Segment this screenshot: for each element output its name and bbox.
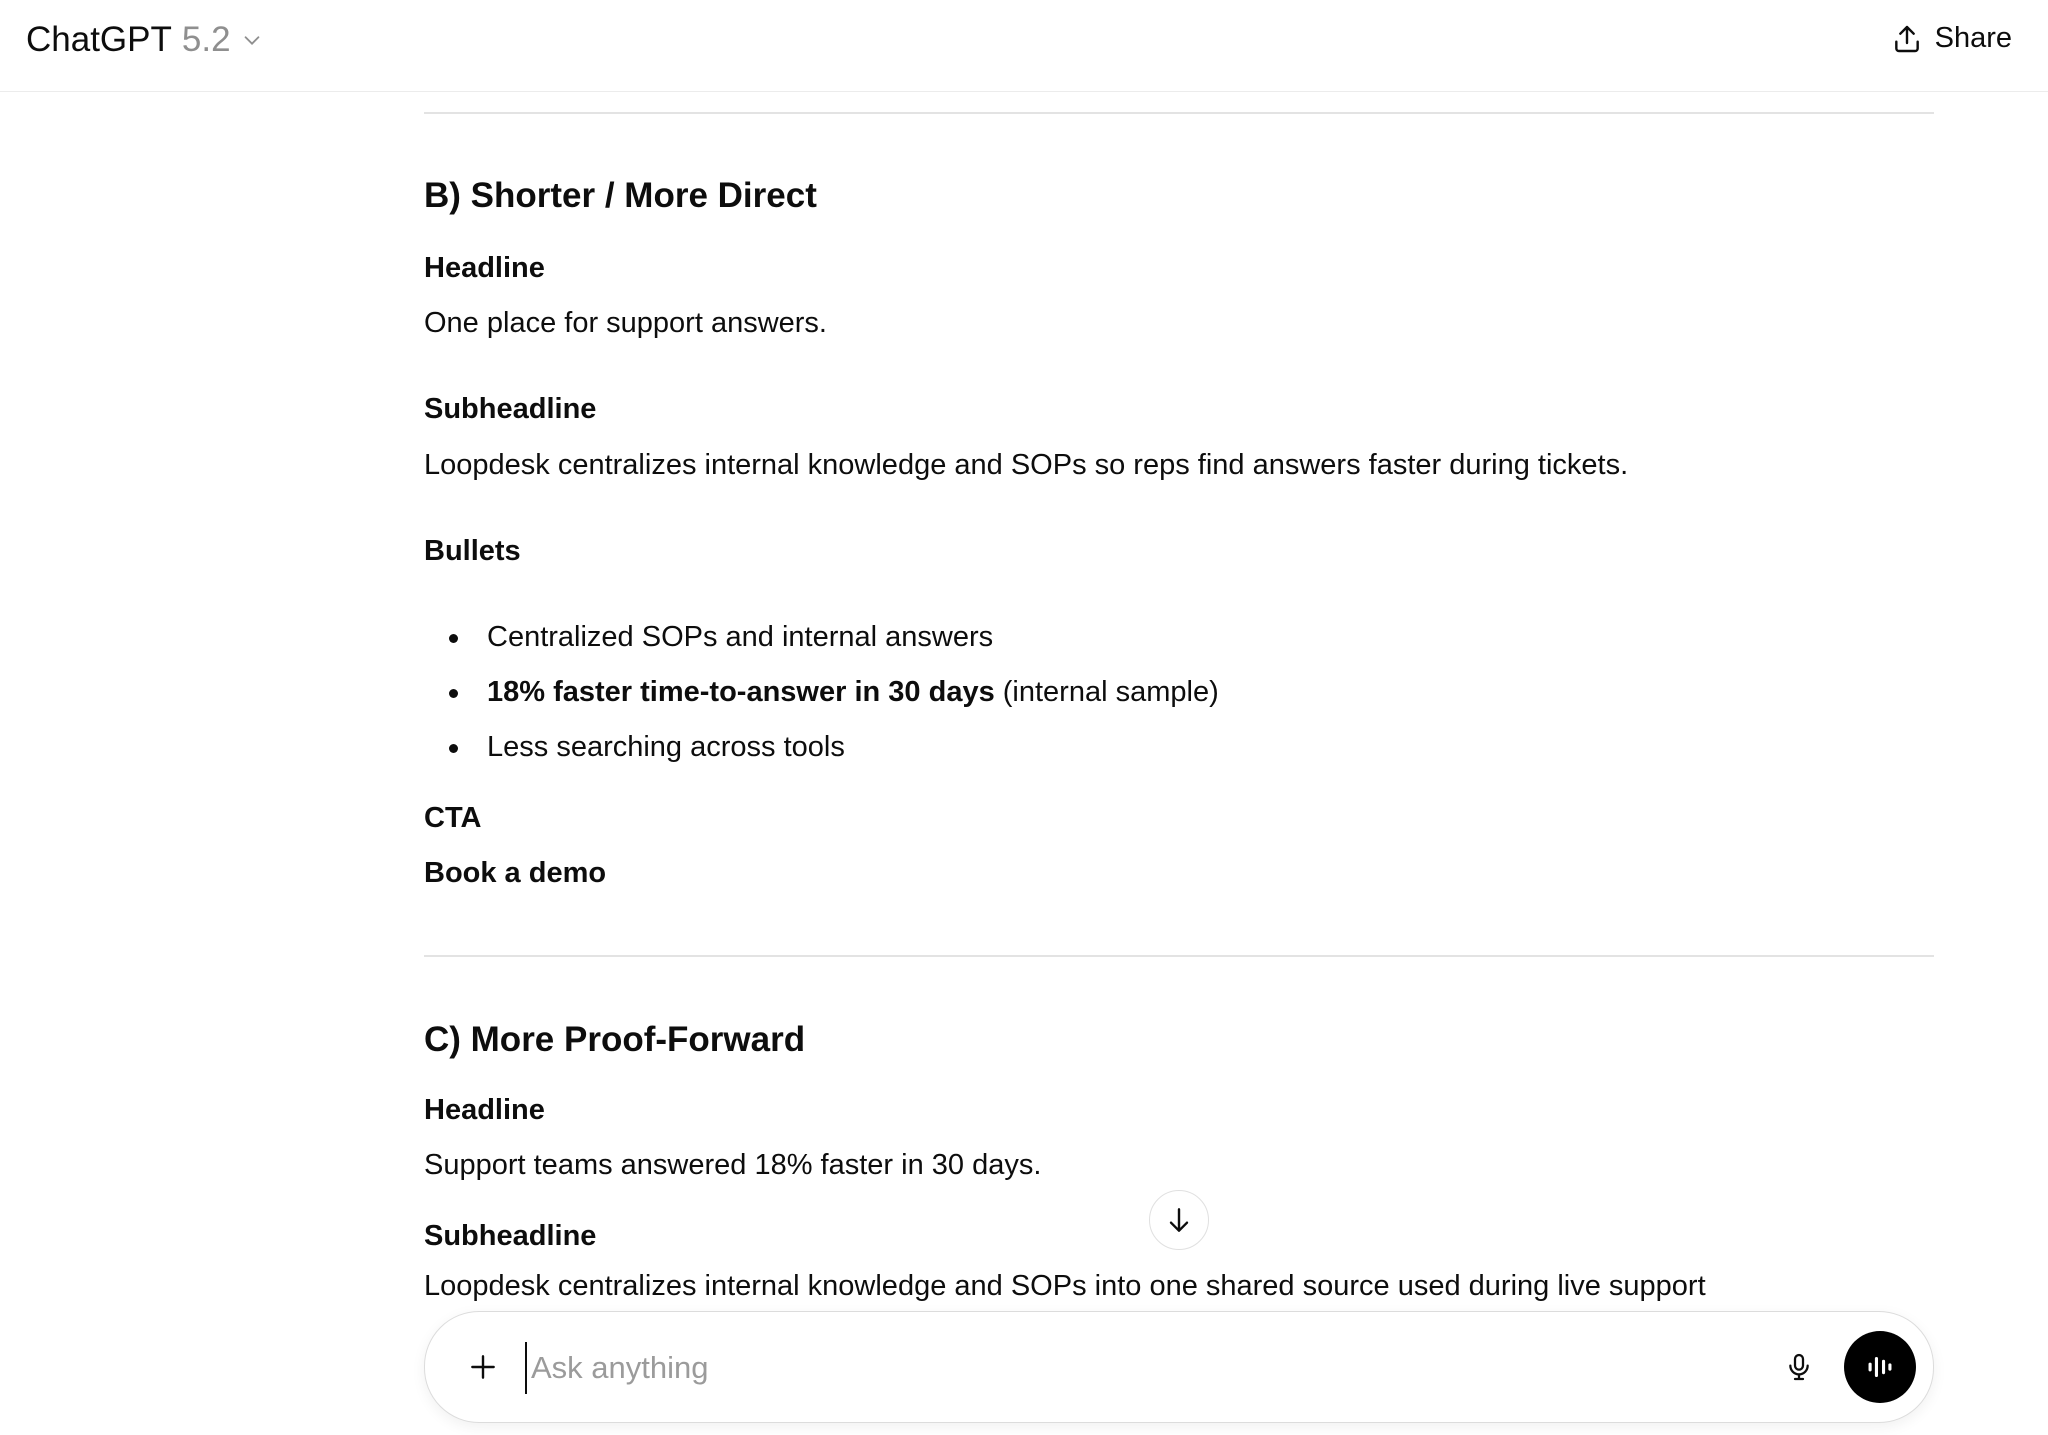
subheadline-label: Subheadline — [424, 393, 597, 425]
divider — [424, 955, 1934, 957]
headline-text: Support teams answered 18% faster in 30 days. — [424, 1149, 1042, 1181]
bullet-bold-text: 18% faster time-to-answer in 30 days — [487, 676, 995, 708]
composer — [424, 1311, 1934, 1423]
dictate-button[interactable] — [1777, 1345, 1821, 1389]
message-input[interactable] — [525, 1342, 1633, 1394]
list-item — [487, 619, 993, 655]
arrow-down-icon — [1163, 1204, 1195, 1236]
plus-icon — [467, 1351, 499, 1383]
divider — [424, 112, 1934, 114]
section-heading: C) More Proof-Forward — [424, 1020, 806, 1059]
bullet-text: Centralized SOPs and internal answers — [487, 621, 994, 653]
scroll-to-bottom-button[interactable] — [1149, 1190, 1209, 1250]
bullet-text: (internal sample) — [994, 676, 1219, 708]
voice-mode-button[interactable] — [1844, 1331, 1916, 1403]
share-icon — [1891, 23, 1923, 55]
list-item — [487, 729, 845, 765]
share-label: Share — [1934, 22, 2012, 54]
subheadline-text: Loopdesk centralizes internal knowledge and SOPs into one shared source used during live support — [424, 1270, 1706, 1302]
section-heading: B) Shorter / More Direct — [424, 176, 817, 215]
headline-label: Headline — [424, 252, 545, 284]
cta-label: CTA — [424, 802, 482, 834]
chevron-down-icon — [241, 29, 263, 51]
microphone-icon — [1783, 1351, 1815, 1383]
waveform-icon — [1863, 1350, 1897, 1384]
list-item — [487, 674, 1219, 710]
subheadline-label: Subheadline — [424, 1220, 597, 1252]
app-title: ChatGPT — [26, 20, 172, 59]
share-button[interactable] — [1891, 22, 2012, 55]
model-version: 5.2 — [181, 20, 231, 59]
add-attachment-button[interactable] — [461, 1345, 505, 1389]
subheadline-text: Loopdesk centralizes internal knowledge and SOPs so reps find answers faster during tickets. — [424, 449, 1629, 481]
headline-label: Headline — [424, 1094, 545, 1126]
top-bar — [0, 0, 2048, 92]
bullet-text: Less searching across tools — [487, 731, 845, 763]
model-selector[interactable] — [26, 20, 263, 60]
cta-text: Book a demo — [424, 857, 607, 889]
headline-text: One place for support answers. — [424, 307, 827, 339]
bullets-label: Bullets — [424, 535, 521, 567]
